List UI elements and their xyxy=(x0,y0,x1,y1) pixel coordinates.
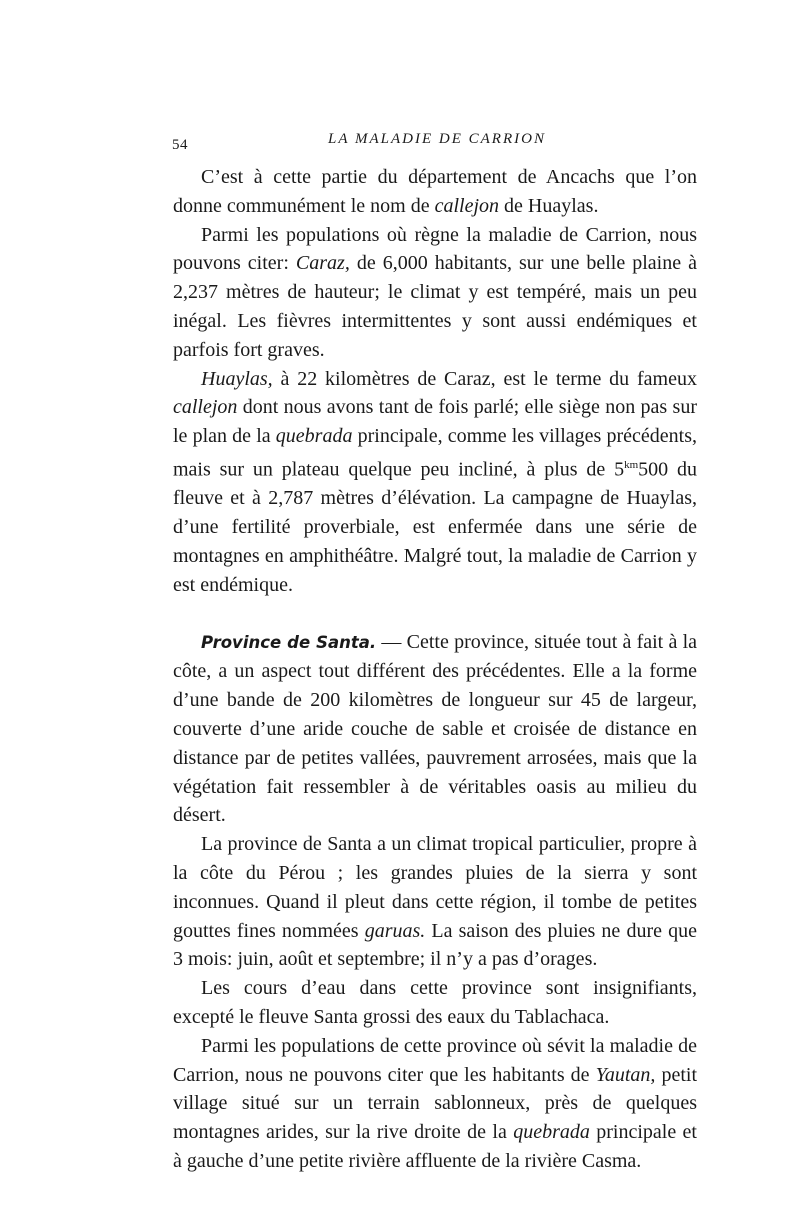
body-text xyxy=(173,163,697,1176)
paragraph-7 xyxy=(173,1032,697,1176)
paragraph-7-text-b: petit village situé sur un terrain sablonneux, près de quelques montagnes arides, sur la rive droite de la xyxy=(173,1063,698,1144)
paragraph-5-italic: garuas. xyxy=(364,919,426,942)
paragraph-7-text-c: principale et à gauche d’une petite rivière affluente de la rivière Casma. xyxy=(173,1121,697,1172)
paragraph-1-text-b: de Huaylas. xyxy=(499,194,599,217)
paragraph-5-text-a: La province de Santa a un climat tropical particulier, propre à la côte du Pérou ; les grandes pluies de la sierra y sont inconnues. Quand il pleut dans cette région, il tombe de petites gouttes fines nommées xyxy=(173,833,697,942)
running-title: LA MALADIE DE CARRION xyxy=(328,131,546,147)
paragraph-3-text-d: 500 du fleuve et à 2,787 mètres d’élévation. La campagne de Huaylas, d’une fertilité proverbiale, est enfermée dans une série de montagnes en amphithéâtre. Malgré tout, la maladie de Carrion y est endémique. xyxy=(173,458,697,596)
paragraph-2-text-b: de 6,000 habitants, sur une belle plaine à 2,237 mètres de hauteur; le climat y est tempéré, mais un peu inégal. Les fièvres intermittentes y sont aussi endémiques et parfois fort graves. xyxy=(173,252,698,361)
paragraph-3-text-a: à 22 kilomètres de Caraz, est le terme du fameux xyxy=(272,367,697,390)
paragraph-3-italic-1: Huaylas, xyxy=(201,367,273,390)
paragraph-5 xyxy=(173,830,697,974)
page-number: 54 xyxy=(172,137,188,153)
paragraph-6-text-a: Les cours d’eau dans cette province sont insignifiants, excepté le fleuve Santa grossi des eaux du Tablachaca. xyxy=(173,977,697,1028)
paragraph-1 xyxy=(173,163,697,221)
paragraph-3-text-b: dont nous avons tant de fois parlé; elle siège non pas sur le plan de la xyxy=(173,396,697,448)
paragraph-4 xyxy=(173,628,697,831)
paragraph-5-text-b: La saison des pluies ne dure que 3 mois: juin, août et septembre; il n’y a pas d’orages. xyxy=(173,919,697,971)
section-title-santa: Province de Santa. xyxy=(201,632,377,652)
paragraph-2 xyxy=(173,221,697,365)
paragraph-3-italic-2: callejon xyxy=(173,396,238,419)
paragraph-6 xyxy=(173,974,697,1032)
paragraph-3-italic-3: quebrada xyxy=(275,425,353,448)
paragraph-7-italic-2: quebrada xyxy=(513,1121,590,1144)
paragraph-3 xyxy=(173,365,697,600)
paragraph-2-text-a: Parmi les populations où règne la maladie de Carrion, nous pouvons citer: xyxy=(173,223,697,275)
paragraph-3-text-c: principale, comme les villages précédents, mais sur un plateau quelque peu incliné, à plus de 5 xyxy=(173,425,697,481)
paragraph-7-text-a: Parmi les populations de cette province où sévit la maladie de Carrion, nous ne pouvons citer que les habitants de xyxy=(173,1034,697,1086)
paragraph-2-italic: Caraz, xyxy=(295,252,350,275)
paragraph-7-italic-1: Yautan, xyxy=(595,1063,656,1086)
paragraph-1-text-a: C’est à cette partie du département de Ancachs que l’on donne communément le nom de xyxy=(173,166,697,217)
paragraph-4-text-a: — Cette province, située tout à fait à la côte, a un aspect tout différent des précédentes. Elle a la forme d’une bande de 200 kilomètres de longueur sur 45 de largeur, couverte d’une aride couche de sable et croisée de distance en distance par de petites vallées, pauvrement arrosées, mais que la végétation fait ressembler à de véritables oasis au milieu du désert. xyxy=(173,630,697,827)
paragraph-1-italic: callejon xyxy=(434,194,500,217)
paragraph-3-superscript: km xyxy=(624,458,639,471)
